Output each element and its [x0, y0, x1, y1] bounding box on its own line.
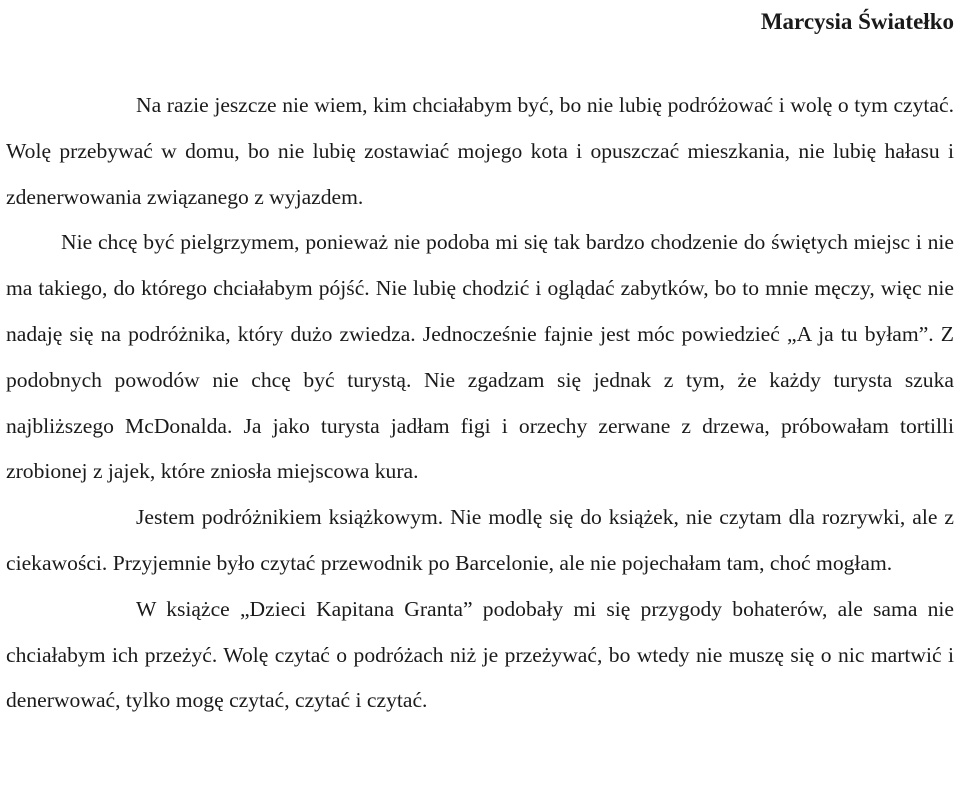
paragraph-3: Jestem podróżnikiem książkowym. Nie modlę się do książek, nie czytam dla rozrywki, ale z ciekawości. Przyjemnie było czytać przewodnik po Barcelonie, ale nie pojechałam tam, choć mogłam.: [6, 505, 954, 575]
author-name: Marcysia Światełko: [760, 9, 954, 34]
essay-body: [6, 83, 954, 724]
paragraph-1: Na razie jeszcze nie wiem, kim chciałabym być, bo nie lubię podróżować i wolę o tym czytać. Wolę przebywać w domu, bo nie lubię zostawiać mojego kota i opuszczać mieszkania, nie lubię hałasu i zdenerwowania związanego z wyjazdem.: [6, 93, 954, 209]
paragraph-2: Nie chcę być pielgrzymem, ponieważ nie podoba mi się tak bardzo chodzenie do świętych miejsc i nie ma takiego, do którego chciałabym pójść. Nie lubię chodzić i oglądać zabytków, bo to mnie męczy, więc nie nadaję się na podróżnika, który dużo zwiedza. Jednocześnie fajnie jest móc powiedzieć „A ja tu byłam”. Z podobnych powodów nie chcę być turystą. Nie zgadzam się jednak z tym, że każdy turysta szuka najbliższego McDonalda. Ja jako turysta jadłam figi i orzechy zerwane z drzewa, próbowałam tortilli zrobionej z jajek, które zniosła miejscowa kura.: [6, 230, 954, 484]
paragraph-4: W książce „Dzieci Kapitana Granta” podobały mi się przygody bohaterów, ale sama nie chciałabym ich przeżyć. Wolę czytać o podróżach niż je przeżywać, bo wtedy nie muszę się o nic martwić i denerwować, tylko mogę czytać, czytać i czytać.: [6, 596, 954, 713]
